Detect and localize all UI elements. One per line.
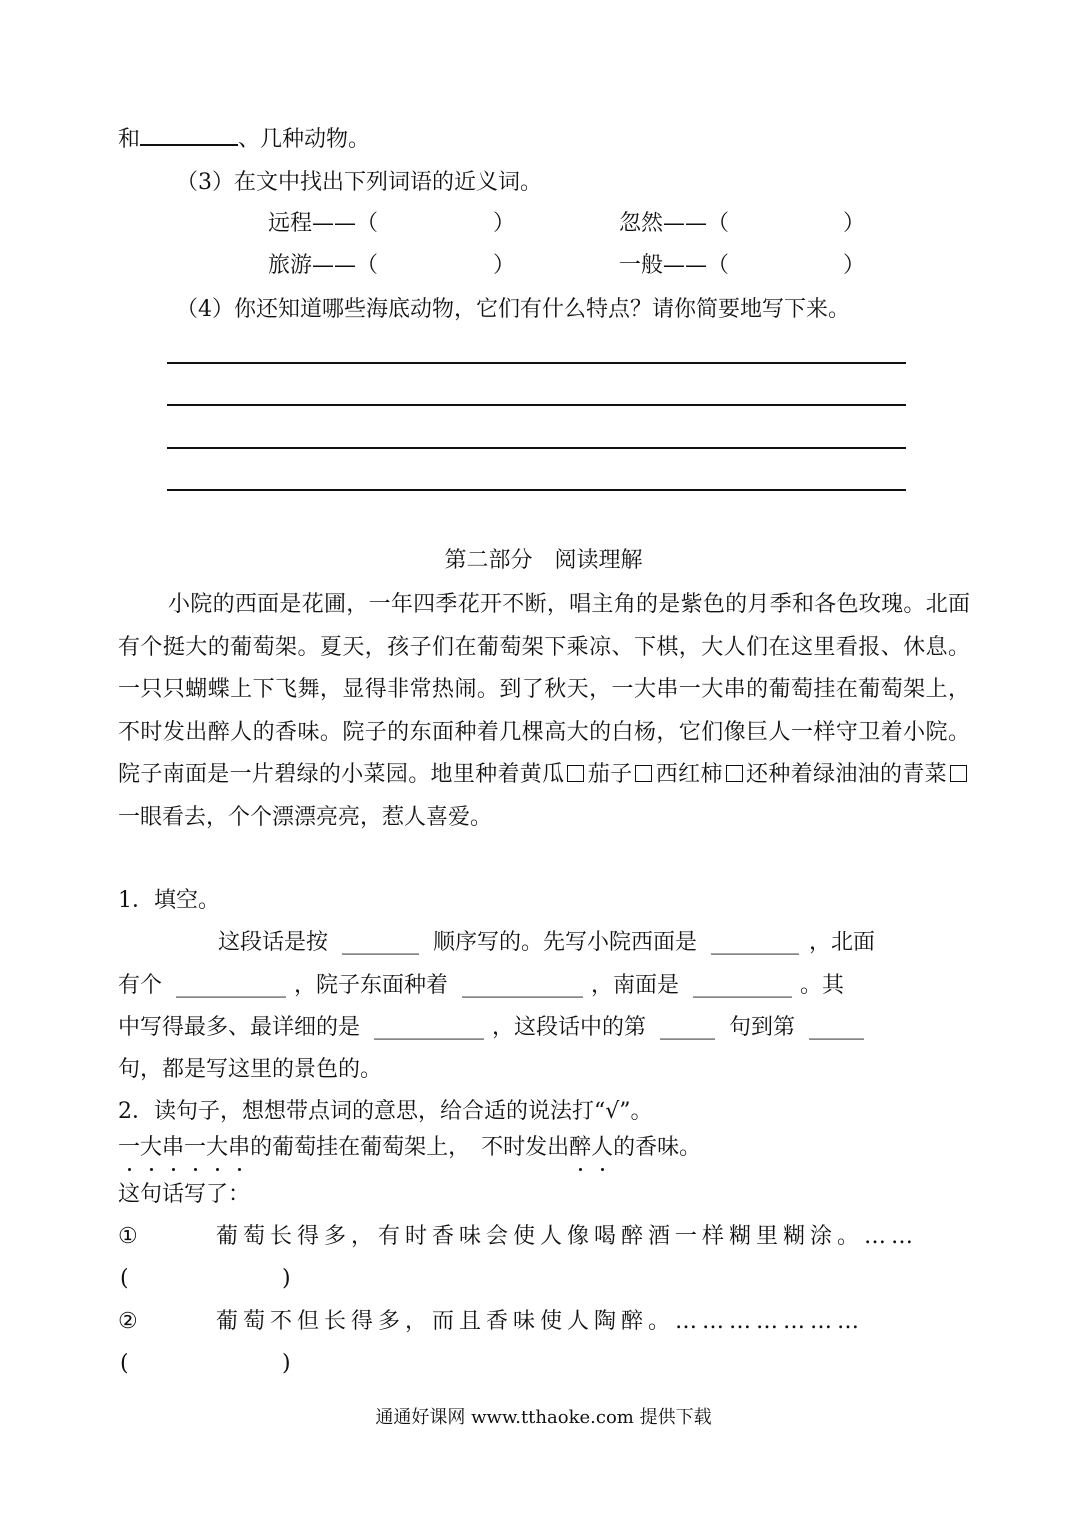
- dotted-char: 串: [228, 1133, 250, 1163]
- dotted-sentence: [118, 1133, 701, 1163]
- synonym-close: ）: [843, 253, 866, 278]
- option-text: 葡萄长得多，有时香味会使人像喝醉酒一样糊里糊涂。……: [216, 1224, 919, 1249]
- line-animals: [118, 125, 370, 155]
- question-2-heading: 2．读句子，想想带点词的意思，给合适的说法打“√”。: [118, 1099, 653, 1124]
- fill-text: 有个: [118, 973, 163, 998]
- synonym-close: ）: [843, 211, 866, 236]
- page-footer: 通通好课网 www.tthaoke.com 提供下载: [375, 1407, 712, 1428]
- fill-line-4: 句，都是写这里的景色的。: [118, 1057, 383, 1082]
- passage-text: 西红柿: [655, 762, 723, 787]
- fill-line-3: [118, 1013, 864, 1043]
- synonym-word: 忽然——（: [619, 211, 730, 236]
- dotted-char: 大: [140, 1133, 162, 1163]
- passage-text: 一眼看去，个个漂漂亮亮，惹人喜爱。: [118, 804, 493, 830]
- synonym-word: 一般——（: [619, 253, 730, 278]
- synonym-word: 远程——（: [268, 211, 379, 236]
- option-paren-close[interactable]: ): [282, 1351, 291, 1376]
- fill-blank[interactable]: __________: [176, 973, 287, 998]
- option-paren-open[interactable]: (: [120, 1351, 129, 1376]
- dotted-char: 一: [118, 1133, 140, 1163]
- option-number: ②: [118, 1309, 138, 1334]
- section-title: 第二部分 阅读理解: [444, 548, 643, 573]
- fill-text: 中写得最多、最详细的是: [118, 1015, 361, 1040]
- passage-text: 还种着绿油油的青菜: [745, 762, 947, 787]
- synonym-word: 旅游——（: [268, 253, 379, 278]
- synonym-close: ）: [493, 211, 516, 236]
- fill-text: 句到第: [729, 1015, 796, 1040]
- answer-blank[interactable]: [140, 126, 238, 146]
- reading-passage: [118, 584, 970, 839]
- answer-line[interactable]: [167, 489, 906, 491]
- fill-blank[interactable]: _______: [342, 930, 420, 955]
- fill-text: 。其: [800, 973, 845, 998]
- fill-line-1: [218, 928, 875, 958]
- option-number: ①: [118, 1224, 138, 1249]
- fill-text: ，这段话中的第: [492, 1015, 647, 1040]
- fill-text: ，院子东面种着: [294, 973, 449, 998]
- dotted-char: 大: [206, 1133, 228, 1163]
- fill-text: 这段话是按: [218, 930, 329, 955]
- sentence-text: 的葡萄挂在葡萄架上， 不时发出: [250, 1135, 570, 1160]
- line-animals-prefix: 和: [118, 127, 141, 152]
- dotted-char: 串: [162, 1133, 184, 1163]
- fill-blank[interactable]: _________: [693, 973, 793, 998]
- question-1-heading: 1．填空。: [118, 888, 220, 913]
- dotted-char: 一: [184, 1133, 206, 1163]
- option-text: 葡萄不但长得多，而且香味使人陶醉。…………………: [216, 1309, 865, 1334]
- fill-text: ，北面: [809, 930, 876, 955]
- fill-blank[interactable]: _____: [809, 1015, 865, 1040]
- punctuation-box[interactable]: [726, 765, 743, 782]
- line-animals-suffix: 、几种动物。: [238, 127, 371, 152]
- fill-text: 顺序写的。先写小院西面是: [433, 930, 698, 955]
- passage-text: 小院的西面是花圃，一年四季花开不断，唱主角的是紫色的月季和各色玫瑰。北面有个挺大的葡萄架。夏天，孩子们在葡萄架下乘凉、下棋，大人们在这里看报、休息。一只只蝴蝶上下飞舞，显得非常热闹。到了秋天，一大串一大串的葡萄挂在葡萄架上，不时发出醉人的香味。院子的东面种着几棵高大的白杨，它们像巨人一样守卫着小院。院子南面是一片碧绿的小菜园。地里种着黄瓜: [118, 592, 970, 787]
- fill-blank[interactable]: __________: [374, 1015, 485, 1040]
- dotted-char: 人: [591, 1133, 613, 1163]
- answer-line[interactable]: [167, 362, 906, 364]
- fill-blank[interactable]: ___________: [462, 973, 584, 998]
- sentence-text: 的香味。: [613, 1135, 702, 1160]
- option-paren-close[interactable]: ): [282, 1266, 291, 1291]
- question-4: （4）你还知道哪些海底动物，它们有什么特点？请你简要地写下来。: [176, 297, 850, 322]
- answer-line[interactable]: [167, 447, 906, 449]
- fill-blank[interactable]: _____: [660, 1015, 716, 1040]
- dotted-char: 醉: [569, 1133, 591, 1163]
- punctuation-box[interactable]: [567, 765, 584, 782]
- fill-blank[interactable]: ________: [711, 930, 800, 955]
- option-intro: 这句话写了：: [118, 1182, 251, 1207]
- option-paren-open[interactable]: (: [120, 1266, 129, 1291]
- fill-line-2: [118, 971, 844, 1001]
- passage-text: 茄子: [587, 762, 633, 787]
- answer-line[interactable]: [167, 404, 906, 406]
- fill-text: ，南面是: [591, 973, 680, 998]
- punctuation-box[interactable]: [950, 765, 967, 782]
- punctuation-box[interactable]: [635, 765, 652, 782]
- synonym-close: ）: [493, 253, 516, 278]
- question-3: （3）在文中找出下列词语的近义词。: [176, 170, 542, 195]
